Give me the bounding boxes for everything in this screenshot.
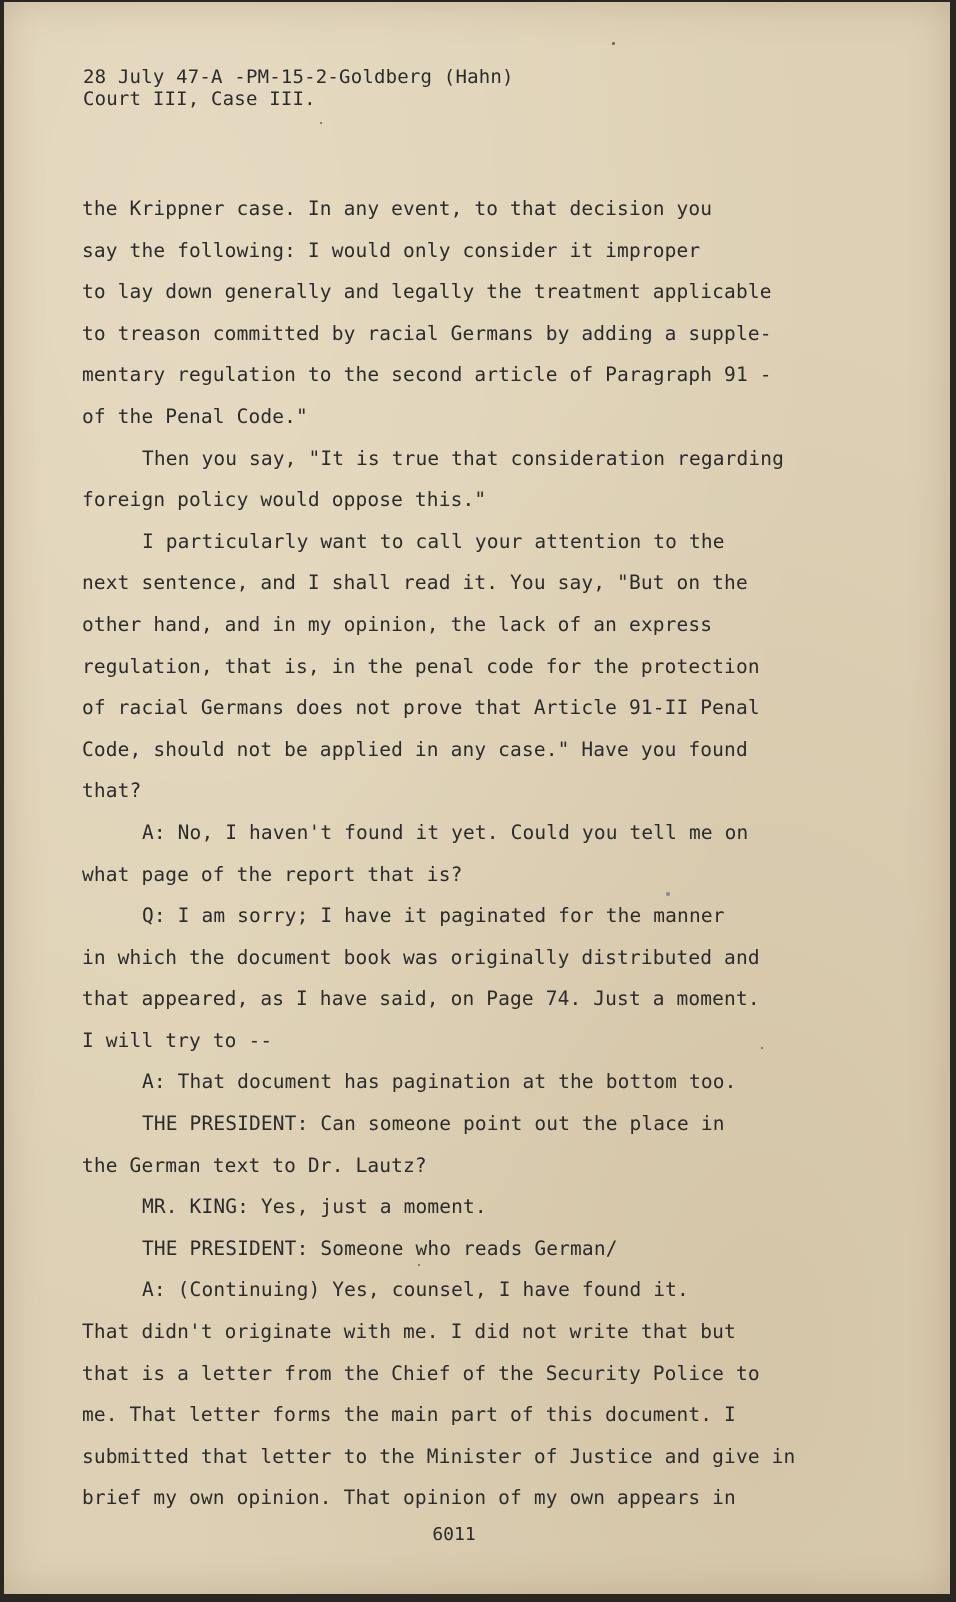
- text-line: of the Penal Code.": [82, 404, 308, 428]
- text-line: That didn't originate with me. I did not write that but: [82, 1320, 736, 1344]
- paper-speck: [612, 42, 615, 45]
- document-page: [4, 2, 950, 1594]
- header-line-2: Court III, Case III.: [83, 88, 316, 110]
- text-line: A: No, I haven't found it yet. Could you tell me on: [142, 820, 749, 844]
- text-line: regulation, that is, in the penal code for the protection: [82, 654, 760, 678]
- page-number: 6011: [432, 1524, 476, 1545]
- text-line: I particularly want to call your attention to the: [142, 529, 725, 553]
- text-line: submitted that letter to the Minister of Justice and give in: [82, 1444, 796, 1468]
- text-line: what page of the report that is?: [82, 862, 463, 886]
- text-line: the Krippner case. In any event, to that decision you: [82, 197, 713, 220]
- text-line: say the following: I would only consider it improper: [82, 238, 701, 262]
- text-line: A: That document has pagination at the bottom too.: [142, 1070, 737, 1094]
- text-line: A: (Continuing) Yes, counsel, I have found it.: [142, 1278, 689, 1302]
- text-line: to lay down generally and legally the treatment applicable: [82, 280, 772, 304]
- paper-speck: [320, 122, 322, 124]
- text-line: next sentence, and I shall read it. You say, "But on the: [82, 571, 748, 595]
- text-line: to treason committed by racial Germans by adding a supple-: [82, 321, 772, 345]
- paper-speck: [418, 1264, 420, 1266]
- transcript-body: [82, 188, 822, 1519]
- text-line: brief my own opinion. That opinion of my own appears in: [82, 1486, 736, 1510]
- text-line: Then you say, "It is true that consideration regarding: [142, 446, 785, 470]
- text-line: that appeared, as I have said, on Page 74. Just a moment.: [82, 987, 760, 1011]
- text-line: THE PRESIDENT: Someone who reads German/: [142, 1236, 618, 1260]
- header-line-1: 28 July 47-A -PM-15-2-Goldberg (Hahn): [83, 66, 514, 88]
- text-line: I will try to --: [82, 1028, 273, 1052]
- text-line: other hand, and in my opinion, the lack of an express: [82, 612, 713, 636]
- paper-speck: [761, 1047, 763, 1049]
- text-line: me. That letter forms the main part of this document. I: [82, 1403, 736, 1427]
- text-line: that is a letter from the Chief of the Security Police to: [82, 1361, 760, 1385]
- text-line: THE PRESIDENT: Can someone point out the place in: [142, 1112, 725, 1136]
- text-line: of racial Germans does not prove that Article 91-II Penal: [82, 696, 760, 720]
- text-line: Q: I am sorry; I have it paginated for the manner: [142, 904, 725, 928]
- paper-speck: [666, 892, 670, 896]
- text-line: the German text to Dr. Lautz?: [82, 1153, 427, 1177]
- text-line: in which the document book was originally distributed and: [82, 945, 760, 969]
- text-line: foreign policy would oppose this.": [82, 488, 487, 512]
- document-header: [83, 66, 514, 110]
- text-line: MR. KING: Yes, just a moment.: [142, 1195, 487, 1219]
- text-line: that?: [82, 779, 142, 803]
- text-line: Code, should not be applied in any case." Have you found: [82, 737, 748, 761]
- text-line: mentary regulation to the second article of Paragraph 91 -: [82, 363, 772, 387]
